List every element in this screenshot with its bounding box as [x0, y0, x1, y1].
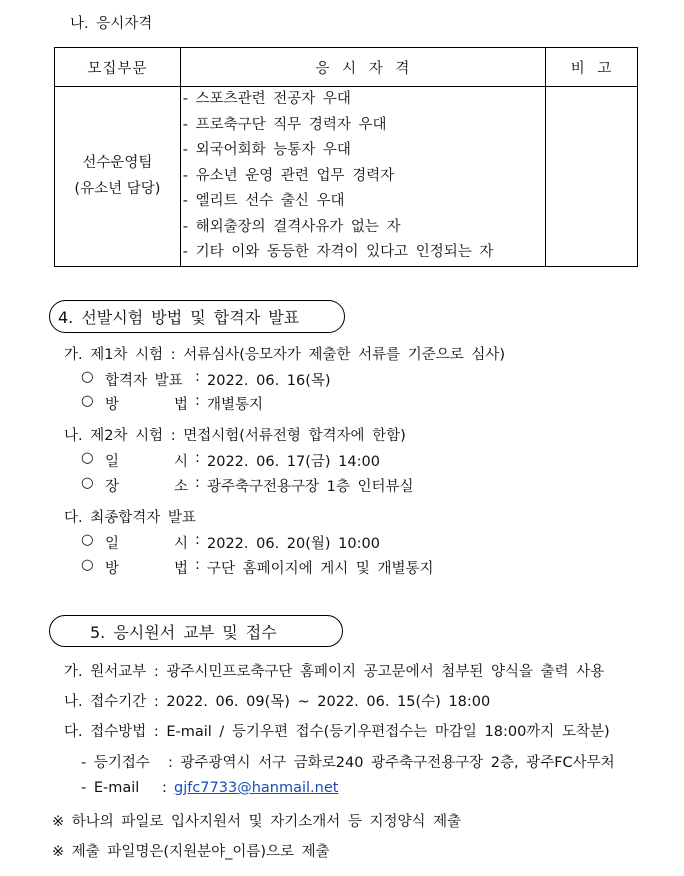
qualification-heading: 나. 응시자격: [70, 16, 153, 32]
item-label-2: 법: [174, 397, 189, 413]
requirement-item: - 해외출장의 결격사유가 없는 자: [182, 218, 401, 235]
item-label-2: 시: [174, 454, 189, 470]
registered-mail-address: : 광주광역시 서구 금화로240 광주축구전용구장 2층, 광주FC사무처: [168, 755, 615, 771]
application-method: 다. 접수방법 : E-mail / 등기우편 접수(등기우편접수는 마감일 18:00까지 도착분): [64, 724, 610, 740]
exam-2-title: 나. 제2차 시험 : 면접시험(서류전형 합격자에 한함): [64, 428, 406, 444]
item-value: 개별통지: [207, 397, 264, 413]
section-5-title: [49, 615, 343, 647]
bullet-icon: ○: [81, 557, 94, 573]
header-qualification: 응 시 자 격: [180, 48, 545, 87]
item-sep: :: [195, 475, 200, 491]
requirements-cell: [180, 87, 545, 267]
requirement-item: - 프로축구단 직무 경력자 우대: [182, 116, 387, 133]
item-value: 2022. 06. 20(월) 10:00: [207, 536, 380, 552]
table-header-row: [55, 48, 638, 87]
department-name: 선수운영팀: [82, 155, 153, 172]
department-cell: [55, 87, 181, 267]
final-result-title: 다. 최종합격자 발표: [64, 510, 196, 526]
header-remarks: 비 고: [546, 48, 638, 87]
bullet-icon: ○: [81, 393, 94, 409]
note-filename: ※ 제출 파일명은(지원분야_이름)으로 제출: [52, 844, 330, 860]
requirement-item: - 유소년 운영 관련 업무 경력자: [182, 167, 395, 184]
email-label: - E-mail: [81, 780, 140, 796]
item-value: 구단 홈페이지에 게시 및 개별통지: [207, 561, 434, 577]
email-sep: :: [162, 780, 167, 796]
table-row: [55, 87, 638, 267]
item-label: 일: [105, 536, 120, 552]
item-sep: :: [195, 369, 200, 385]
requirement-item: - 스포츠관련 전공자 우대: [182, 91, 351, 107]
item-sep: :: [195, 532, 200, 548]
qualification-table: [54, 47, 638, 267]
item-sep: :: [195, 393, 200, 409]
section-4-title-text: 4. 선발시험 방법 및 합격자 발표: [58, 308, 300, 327]
registered-mail-label: - 등기접수: [81, 755, 150, 771]
item-value: 2022. 06. 17(금) 14:00: [207, 454, 380, 470]
item-value: 2022. 06. 16(목): [207, 373, 331, 389]
remarks-cell: [546, 87, 638, 267]
bullet-icon: ○: [81, 532, 94, 548]
requirement-item: - 엘리트 선수 출신 우대: [182, 193, 345, 209]
item-value: 광주축구전용구장 1층 인터뷰실: [207, 479, 414, 495]
item-label: 방: [105, 397, 120, 413]
section-5-title-text: 5. 응시원서 교부 및 접수: [90, 622, 277, 642]
bullet-icon: ○: [81, 450, 94, 466]
header-department: 모집부문: [55, 48, 181, 87]
section-4-title: [49, 300, 345, 333]
item-label: 장: [105, 479, 120, 495]
requirement-item: - 기타 이와 동등한 자격이 있다고 인정되는 자: [182, 244, 494, 260]
item-label-2: 소: [174, 479, 189, 495]
item-label: 일: [105, 454, 120, 470]
item-label: 합격자 발표: [105, 373, 183, 389]
bullet-icon: ○: [81, 369, 94, 385]
item-label: 방: [105, 561, 120, 577]
note-single-file: ※ 하나의 파일로 입사지원서 및 자기소개서 등 지정양식 제출: [52, 814, 462, 830]
item-sep: :: [195, 450, 200, 466]
item-label-2: 법: [174, 561, 189, 577]
item-label-2: 시: [174, 536, 189, 552]
application-period: 나. 접수기간 : 2022. 06. 09(목) ~ 2022. 06. 15(수) 18:00: [64, 694, 491, 710]
application-distribution: 가. 원서교부 : 광주시민프로축구단 홈페이지 공고문에서 첨부된 양식을 출력 사용: [64, 664, 605, 680]
exam-1-title: 가. 제1차 시험 : 서류심사(응모자가 제출한 서류를 기준으로 심사): [64, 347, 506, 363]
department-sub: (유소년 담당): [74, 181, 161, 198]
bullet-icon: ○: [81, 475, 94, 491]
item-sep: :: [195, 557, 200, 573]
email-link[interactable]: gjfc7733@hanmail.net: [174, 780, 339, 796]
requirement-item: - 외국어회화 능통자 우대: [182, 142, 351, 158]
